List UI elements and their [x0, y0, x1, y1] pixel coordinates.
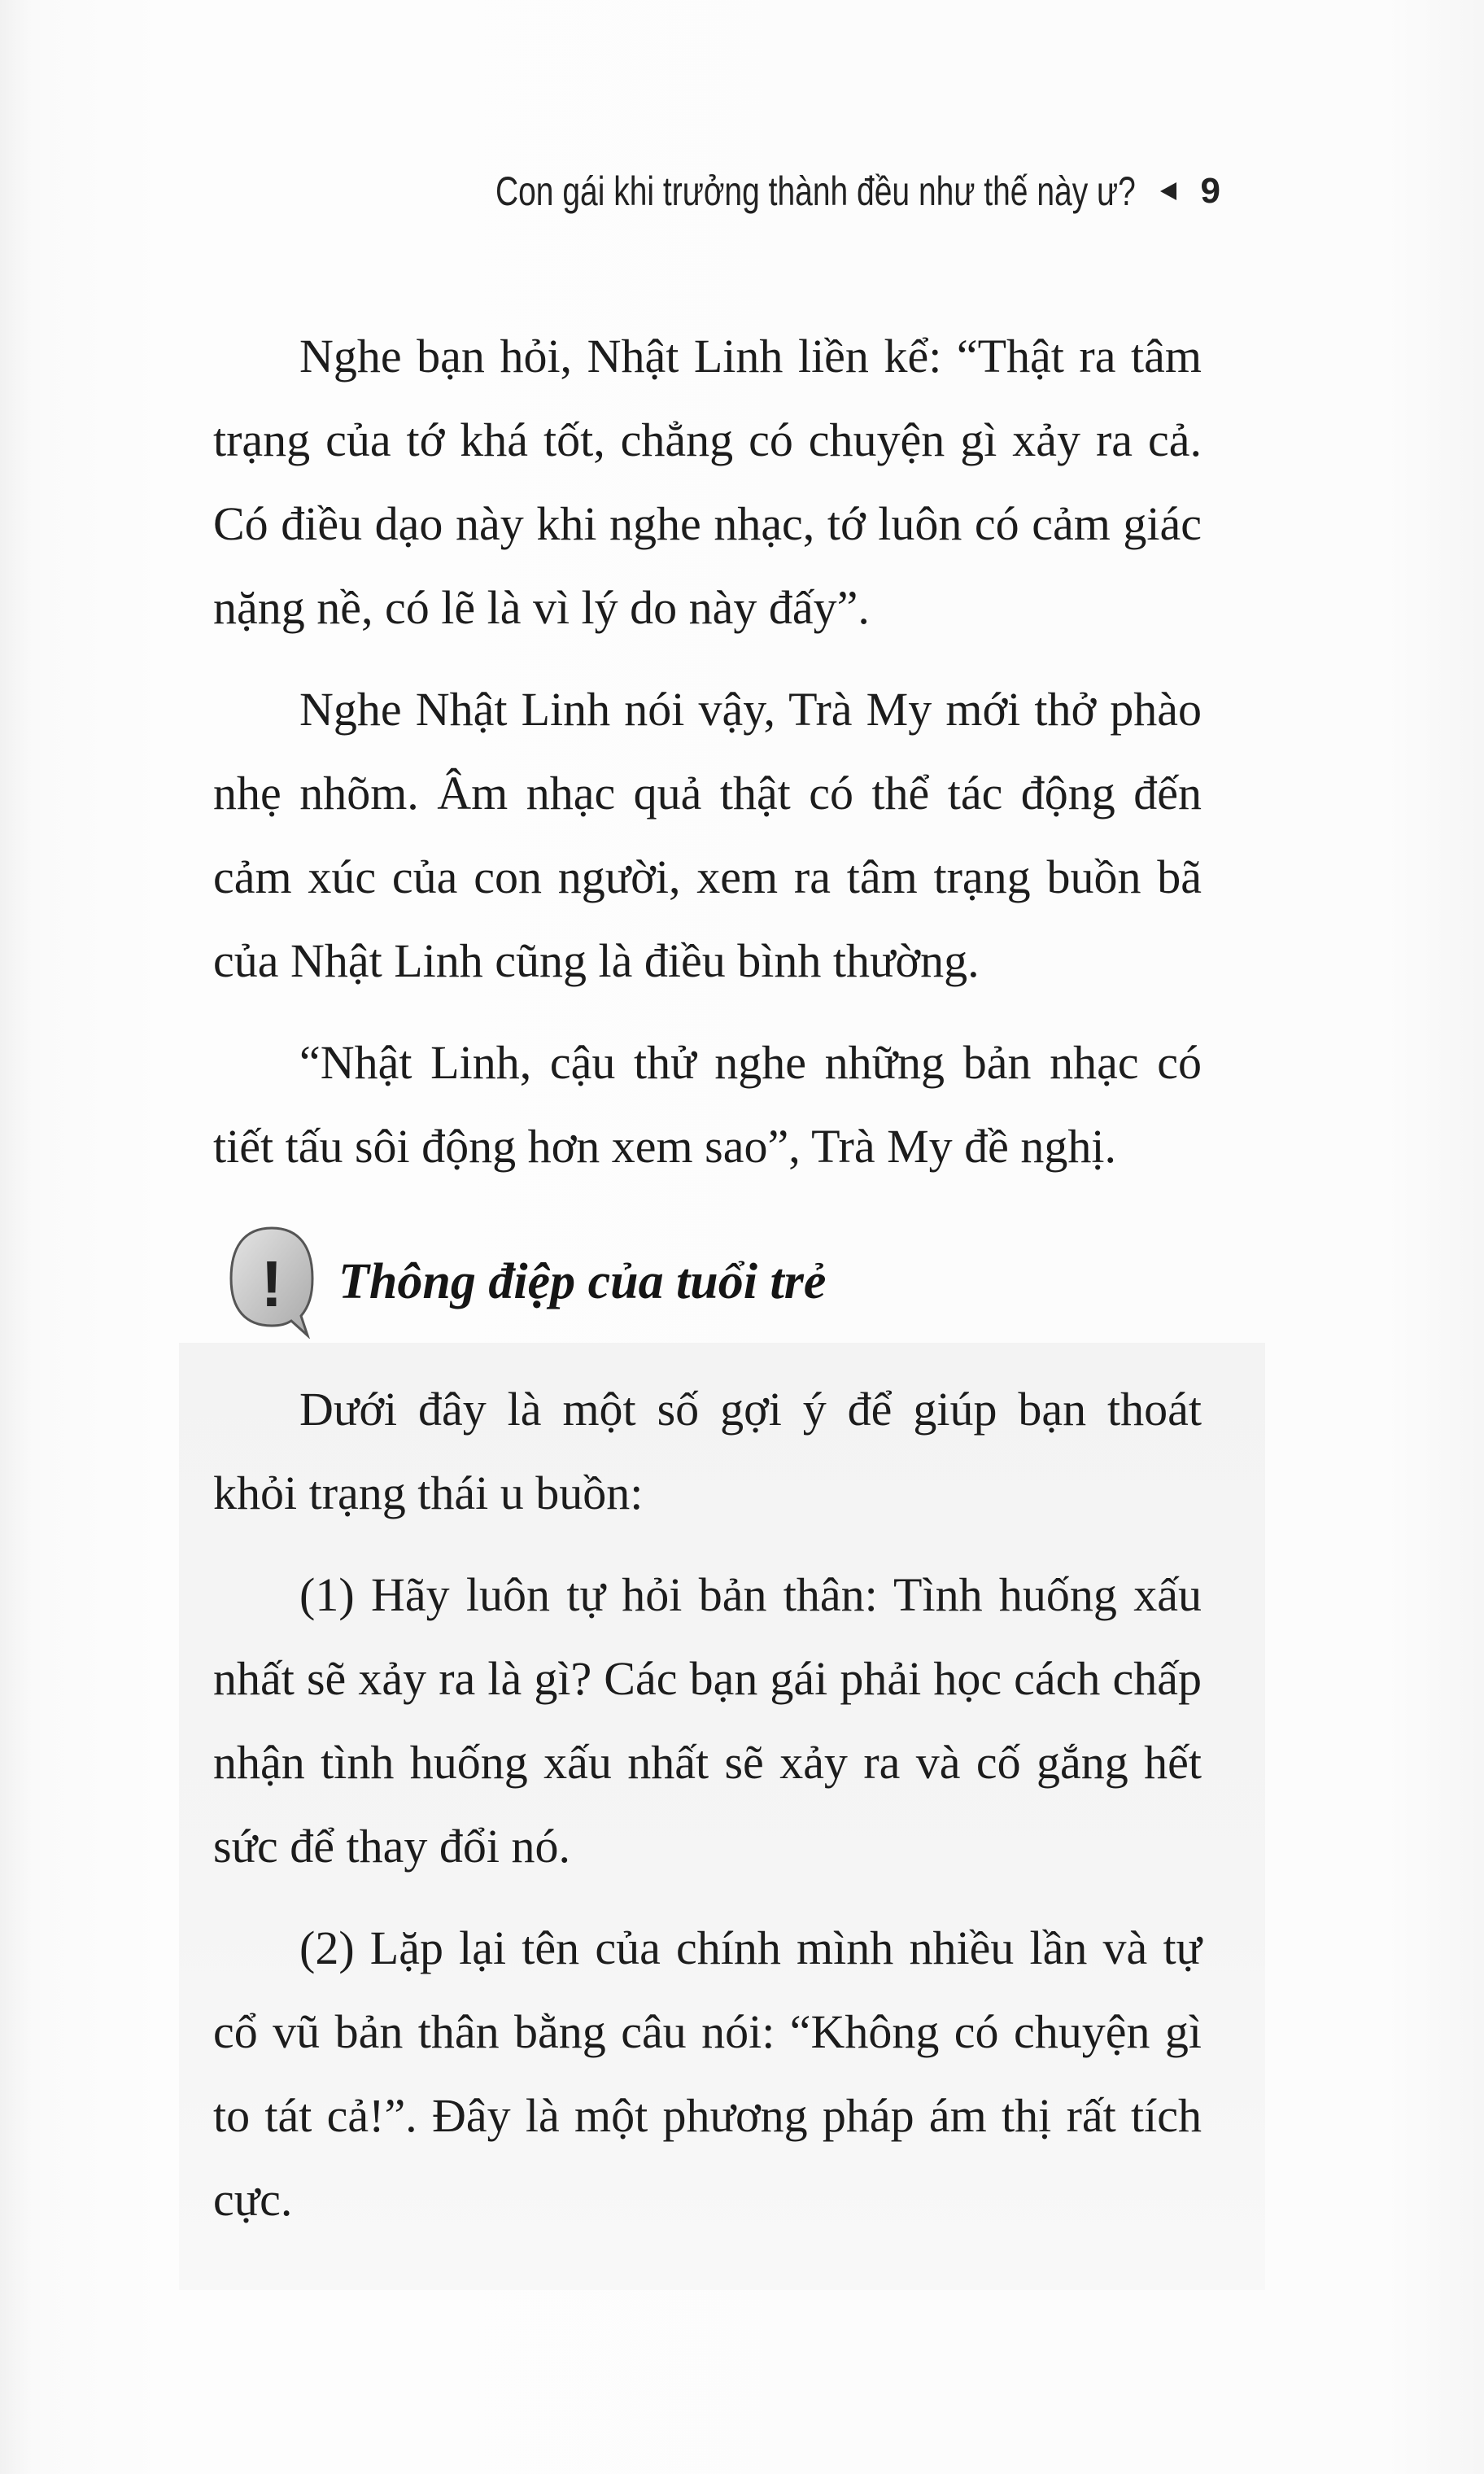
- callout-title: Thông điệp của tuổi trẻ: [338, 1253, 827, 1309]
- paragraph: Nghe bạn hỏi, Nhật Linh liền kể: “Thật ra tâm trạng của tớ khá tốt, chẳng có chuyện gì xảy ra cả. Có điều dạo này khi nghe nhạc, tớ luôn có cảm giác nặng nề, có lẽ là vì lý do này đấy”.: [213, 330, 1202, 634]
- triangle-marker-icon: [1160, 182, 1176, 200]
- exclamation-bubble-icon: [226, 1225, 317, 1339]
- callout-paragraph: (1) Hãy luôn tự hỏi bản thân: Tình huống xấu nhất sẽ xảy ra là gì? Các bạn gái phải học cách chấp nhận tình huống xấu nhất sẽ xảy ra và cố gắng hết sức để thay đổi nó.: [213, 1568, 1202, 1873]
- running-title: Con gái khi trưởng thành đều như thế này ư?: [495, 168, 1136, 214]
- paragraph: “Nhật Linh, cậu thử nghe những bản nhạc có tiết tấu sôi động hơn xem sao”, Trà My đề nghị.: [213, 1036, 1202, 1173]
- callout-section: [213, 1221, 1202, 2241]
- callout-paragraph: (2) Lặp lại tên của chính mình nhiều lần và tự cổ vũ bản thân bằng câu nói: “Không có chuyện gì to tát cả!”. Đây là một phương pháp ám thị rất tích cực.: [213, 1921, 1202, 2226]
- svg-text:!: !: [260, 1248, 283, 1320]
- running-header: [456, 163, 1220, 220]
- paragraph: Nghe Nhật Linh nói vậy, Trà My mới thở phào nhẹ nhõm. Âm nhạc quả thật có thể tác động đến cảm xúc của con người, xem ra tâm trạng buồn bã của Nhật Linh cũng là điều bình thường.: [213, 683, 1202, 987]
- page-number: 9: [1200, 171, 1220, 211]
- callout-heading: [226, 1221, 1202, 1343]
- page-body: [213, 314, 1202, 2259]
- callout-paragraph: Dưới đây là một số gợi ý để giúp bạn thoát khỏi trạng thái u buồn:: [213, 1383, 1202, 1519]
